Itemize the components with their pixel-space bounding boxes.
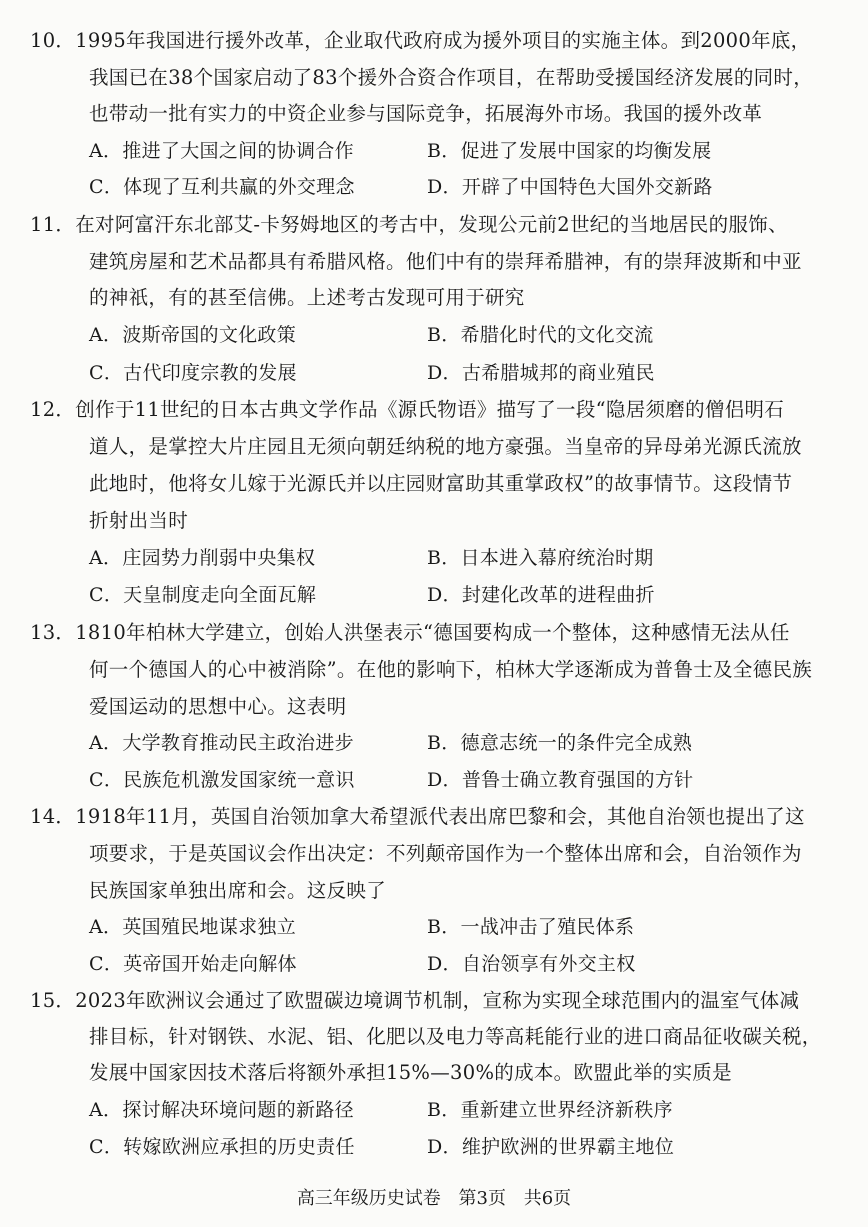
question-line: 建筑房屋和艺术品都具有希腊风格。他们中有的崇拜希腊神，有的崇拜波斯和中亚 [89, 250, 802, 273]
option-c: C．转嫁欧洲应承担的历史责任 [89, 1136, 355, 1158]
question-line: 道人，是掌控大片庄园且无须向朝廷纳税的地方豪强。当皇帝的异母弟光源氏流放 [89, 435, 802, 458]
question-line: 13．1810年柏林大学建立，创始人洪堡表示“德国要构成一个整体，这种感情无法从任 [30, 621, 790, 644]
question-line: 民族国家单独出席和会。这反映了 [89, 879, 387, 902]
option-c: C．英帝国开始走向解体 [89, 953, 297, 975]
option-a: A．波斯帝国的文化政策 [89, 324, 297, 346]
question-line: 11．在对阿富汗东北部艾-卡努姆地区的考古中，发现公元前2世纪的当地居民的服饰、 [30, 213, 788, 236]
option-b: B．促进了发展中国家的均衡发展 [427, 140, 712, 162]
option-d: D．开辟了中国特色大国外交新路 [427, 176, 713, 198]
option-a: A．探讨解决环境问题的新路径 [89, 1099, 354, 1121]
option-b: B．一战冲击了殖民体系 [427, 916, 635, 938]
option-d: D．古希腊城邦的商业殖民 [427, 362, 655, 384]
option-d: D．维护欧洲的世界霸主地位 [427, 1136, 675, 1158]
option-d: D．普鲁士确立教育强国的方针 [427, 769, 694, 791]
option-b: B．德意志统一的条件完全成熟 [427, 732, 693, 754]
question-line: 发展中国家因技术落后将额外承担15%—30%的成本。欧盟此举的实质是 [89, 1061, 732, 1084]
question-line: 12．创作于11世纪的日本古典文学作品《源氏物语》描写了一段“隐居须磨的僧侣明石 [30, 398, 785, 421]
option-a: A．英国殖民地谋求独立 [89, 916, 297, 938]
question-line: 14．1918年11月，英国自治领加拿大希望派代表出席巴黎和会，其他自治领也提出了这 [30, 805, 805, 828]
question-line: 爱国运动的思想中心。这表明 [89, 695, 347, 718]
option-c: C．民族危机激发国家统一意识 [89, 769, 355, 791]
page-footer [0, 1186, 868, 1212]
option-b: B．重新建立世界经济新秩序 [427, 1099, 673, 1121]
option-d: D．自治领享有外交主权 [427, 953, 636, 975]
option-a: A．推进了大国之间的协调合作 [89, 140, 354, 162]
option-c: C．体现了互利共赢的外交理念 [89, 176, 355, 198]
option-d: D．封建化改革的进程曲折 [427, 584, 655, 606]
option-b: B．希腊化时代的文化交流 [427, 324, 654, 346]
question-line: 10．1995年我国进行援外改革，企业取代政府成为援外项目的实施主体。到2000年底， [30, 29, 811, 52]
question-line: 我国已在38个国家启动了83个援外合资合作项目，在帮助受援国经济发展的同时， [89, 66, 814, 89]
option-c: C．古代印度宗教的发展 [89, 362, 297, 384]
question-line: 排目标，针对钢铁、水泥、铝、化肥以及电力等高耗能行业的进口商品征收碳关税， [89, 1025, 822, 1048]
question-line: 也带动一批有实力的中资企业参与国际竞争，拓展海外市场。我国的援外改革 [89, 102, 763, 125]
question-line: 折射出当时 [89, 509, 189, 532]
exam-title: 高三年级历史试卷 [296, 1188, 441, 1209]
option-b: B．日本进入幕府统治时期 [427, 547, 654, 569]
question-line: 的神祇，有的甚至信佛。上述考古发现可用于研究 [89, 286, 525, 309]
page-number: 第3页 [458, 1188, 506, 1209]
option-a: A．大学教育推动民主政治进步 [89, 732, 354, 754]
page-total: 共6页 [523, 1188, 572, 1209]
option-a: A．庄园势力削弱中央集权 [89, 547, 316, 569]
question-line: 此地时，他将女儿嫁于光源氏并以庄园财富助其重掌政权”的故事情节。这段情节 [89, 472, 793, 495]
question-line: 15．2023年欧洲议会通过了欧盟碳边境调节机制，宣称为实现全球范围内的温室气体减 [30, 989, 800, 1012]
question-line: 何一个德国人的心中被消除”。在他的影响下，柏林大学逐渐成为普鲁士及全德民族 [89, 658, 813, 681]
question-line: 项要求，于是英国议会作出决定：不列颠帝国作为一个整体出席和会，自治领作为 [89, 842, 802, 865]
option-c: C．天皇制度走向全面瓦解 [89, 584, 317, 606]
